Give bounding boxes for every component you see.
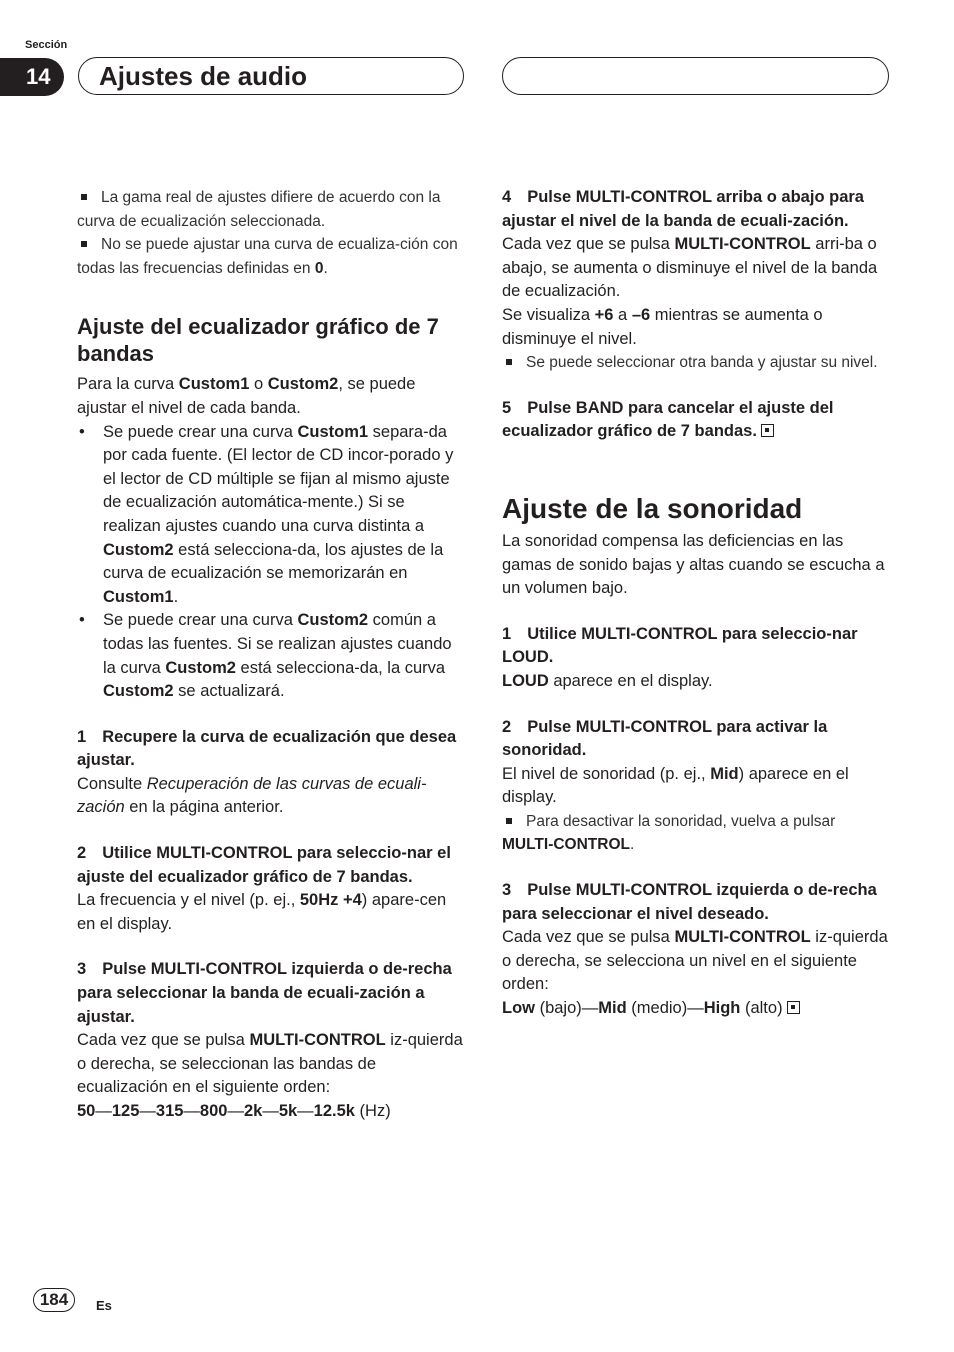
step-heading: 4 Pulse MULTI-CONTROL arriba o abajo para ajustar el nivel de la banda de ecuali-zación. [502,188,864,230]
end-mark-icon [761,424,774,437]
note-square-icon [81,194,87,200]
step-heading: 1 Recupere la curva de ecualización que desea ajustar. [77,727,457,770]
page-title: Ajustes de audio [99,61,308,91]
page-number: 184 [33,1288,75,1312]
note-square-icon [506,818,512,824]
paragraph: Cada vez que se pulsa MULTI-CONTROL iz-quierda o derecha, se seleccionan las bandas de ecualización en el siguiente orden: [77,1031,463,1097]
right-column [502,186,890,1021]
section-number-tab: 14 [0,58,64,96]
step-heading: 5 Pulse BAND para cancelar el ajuste del ecualizador gráfico de 7 bandas. [502,398,834,441]
step-heading: 2 Utilice MULTI-CONTROL para seleccio-nar el ajuste del ecualizador gráfico de 7 bandas. [77,844,451,886]
paragraph: La sonoridad compensa las deficiencias en las gamas de sonido bajas y altas cuando se escucha a un volumen bajo. [502,531,885,598]
paragraph: Cada vez que se pulsa MULTI-CONTROL iz-quierda o derecha, se selecciona un nivel en el siguiente orden: [502,928,888,994]
paragraph: La frecuencia y el nivel (p. ej., 50Hz +4) apare-cen en el display. [77,891,447,933]
bullet-item: • Se puede crear una curva Custom2 común a todas las fuentes. Si se realizan ajustes cuando la curva Custom2 está selecciona-da, la curva Custom2 se actualizará. [77,609,465,703]
paragraph: Cada vez que se pulsa MULTI-CONTROL arri-ba o abajo, se aumenta o disminuye el nivel de la banda de ecualización. [502,235,878,301]
section-label: Sección [25,39,68,51]
band-order: 50—125—315—800—2k—5k—12.5k (Hz) [77,1102,391,1120]
bullet-item: • Se puede crear una curva Custom1 separa-da por cada fuente. (El lector de CD incor-porado y el lector de CD múltiple se fijan al mismo ajuste de ecualización automática-mente.) Si se realizan ajustes cuando una curva distinta a Custom2 está selecciona-da, los ajustes de la curva de ecualización se memorizarán en Custom1. [77,421,465,610]
section-heading: Ajuste del ecualizador gráfico de 7 bandas [77,314,439,367]
level-order: Low (bajo)—Mid (medio)—High (alto) [502,997,890,1021]
step-heading: 2 Pulse MULTI-CONTROL para activar la sonoridad. [502,717,828,760]
header-title-box [78,57,464,95]
note: La gama real de ajustes difiere de acuerdo con la curva de ecualización seleccionada. [77,189,441,230]
end-mark-icon [787,1001,800,1014]
section-title: Ajuste de la sonoridad [502,492,803,524]
header-right-box [502,57,889,95]
left-column [77,186,465,1124]
step-heading: 1 Utilice MULTI-CONTROL para seleccio-nar LOUD. [502,624,858,667]
step-heading: 3 Pulse MULTI-CONTROL izquierda o de-recha para seleccionar la banda de ecuali-zación a ajustar. [77,960,452,1026]
paragraph: El nivel de sonoridad (p. ej., Mid) aparece en el display. [502,764,849,807]
language-code: Es [96,1298,112,1313]
paragraph: Para la curva Custom1 o Custom2, se puede ajustar el nivel de cada banda. [77,375,416,417]
paragraph: Consulte Recuperación de las curvas de ecuali-zación en la página anterior. [77,774,427,817]
step-heading: 3 Pulse MULTI-CONTROL izquierda o de-recha para seleccionar el nivel deseado. [502,881,877,923]
paragraph: Se visualiza +6 a –6 mientras se aumenta o disminuye el nivel. [502,305,823,348]
note-square-icon [506,359,512,365]
note: Para desactivar la sonoridad, vuelva a pulsar MULTI-CONTROL. [502,812,836,854]
paragraph: LOUD aparece en el display. [502,671,713,690]
note-square-icon [81,241,87,247]
note: No se puede ajustar una curva de ecualiza-ción con todas las frecuencias definidas en 0. [77,236,458,277]
note: Se puede seleccionar otra banda y ajustar su nivel. [502,351,890,375]
